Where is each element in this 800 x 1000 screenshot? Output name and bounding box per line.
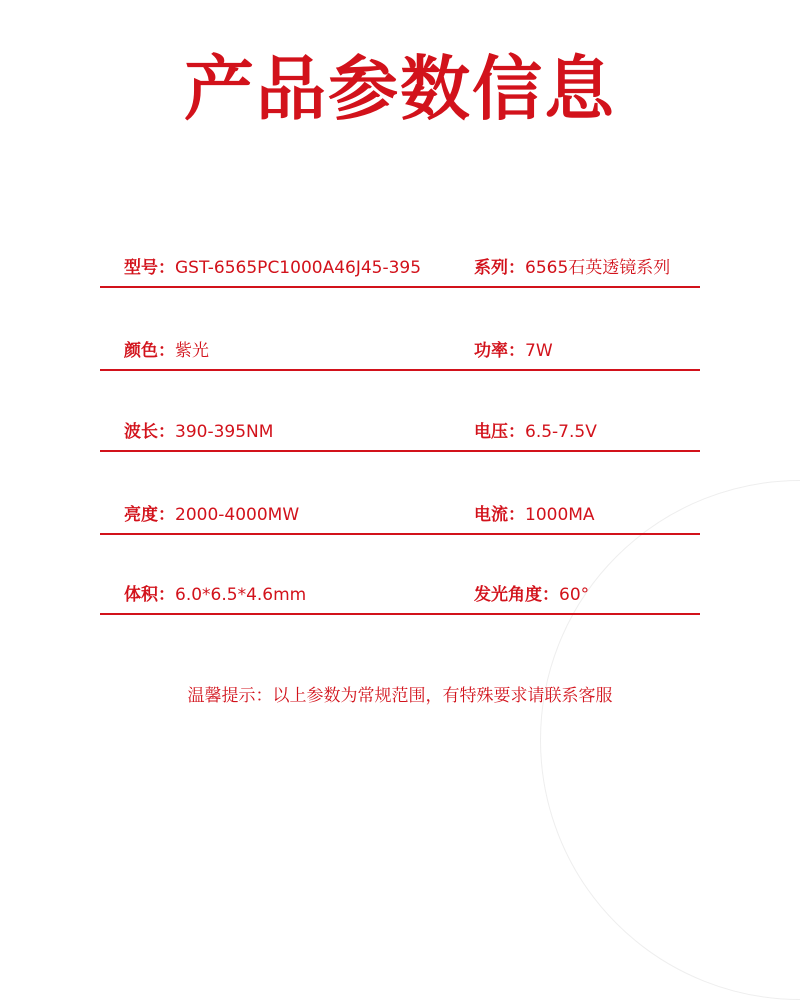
param-row-model-series — [100, 248, 700, 288]
param-brightness — [124, 503, 299, 527]
param-current — [474, 503, 595, 527]
param-row-size-angle — [100, 575, 700, 615]
param-series — [474, 256, 670, 280]
row-divider — [100, 286, 700, 288]
param-size — [124, 583, 306, 607]
param-label: 发光角度： — [474, 585, 559, 605]
page-title: 产品参数信息 — [184, 48, 616, 130]
footer-note: 温馨提示：以上参数为常规范围，有特殊要求请联系客服 — [187, 686, 613, 706]
row-divider — [100, 369, 700, 371]
param-value: 7W — [525, 341, 553, 361]
param-row-brightness-current — [100, 495, 700, 535]
param-label: 系列： — [474, 258, 525, 278]
decorative-arc — [540, 480, 800, 1000]
param-label: 电压： — [474, 422, 525, 442]
param-value: 6565石英透镜系列 — [525, 258, 671, 278]
param-value: 60° — [559, 585, 590, 605]
param-voltage — [474, 420, 597, 444]
param-color — [124, 339, 209, 363]
param-label: 颜色： — [124, 341, 175, 361]
param-label: 体积： — [124, 585, 175, 605]
row-divider — [100, 613, 700, 615]
row-divider — [100, 533, 700, 535]
param-value: 2000-4000MW — [175, 505, 300, 525]
param-label: 功率： — [474, 341, 525, 361]
param-label: 型号： — [124, 258, 175, 278]
param-value: 1000MA — [525, 505, 595, 525]
param-label: 电流： — [474, 505, 525, 525]
param-beam-angle — [474, 583, 589, 607]
param-power — [474, 339, 553, 363]
param-value: 390-395NM — [175, 422, 274, 442]
param-row-color-power — [100, 331, 700, 371]
param-label: 亮度： — [124, 505, 175, 525]
param-row-wavelength-voltage — [100, 412, 700, 452]
param-value: 6.5-7.5V — [525, 422, 597, 442]
row-divider — [100, 450, 700, 452]
param-model — [124, 256, 421, 280]
param-value: GST-6565PC1000A46J45-395 — [175, 258, 422, 278]
param-value: 紫光 — [175, 341, 209, 361]
param-wavelength — [124, 420, 273, 444]
param-value: 6.0*6.5*4.6mm — [175, 585, 307, 605]
param-label: 波长： — [124, 422, 175, 442]
